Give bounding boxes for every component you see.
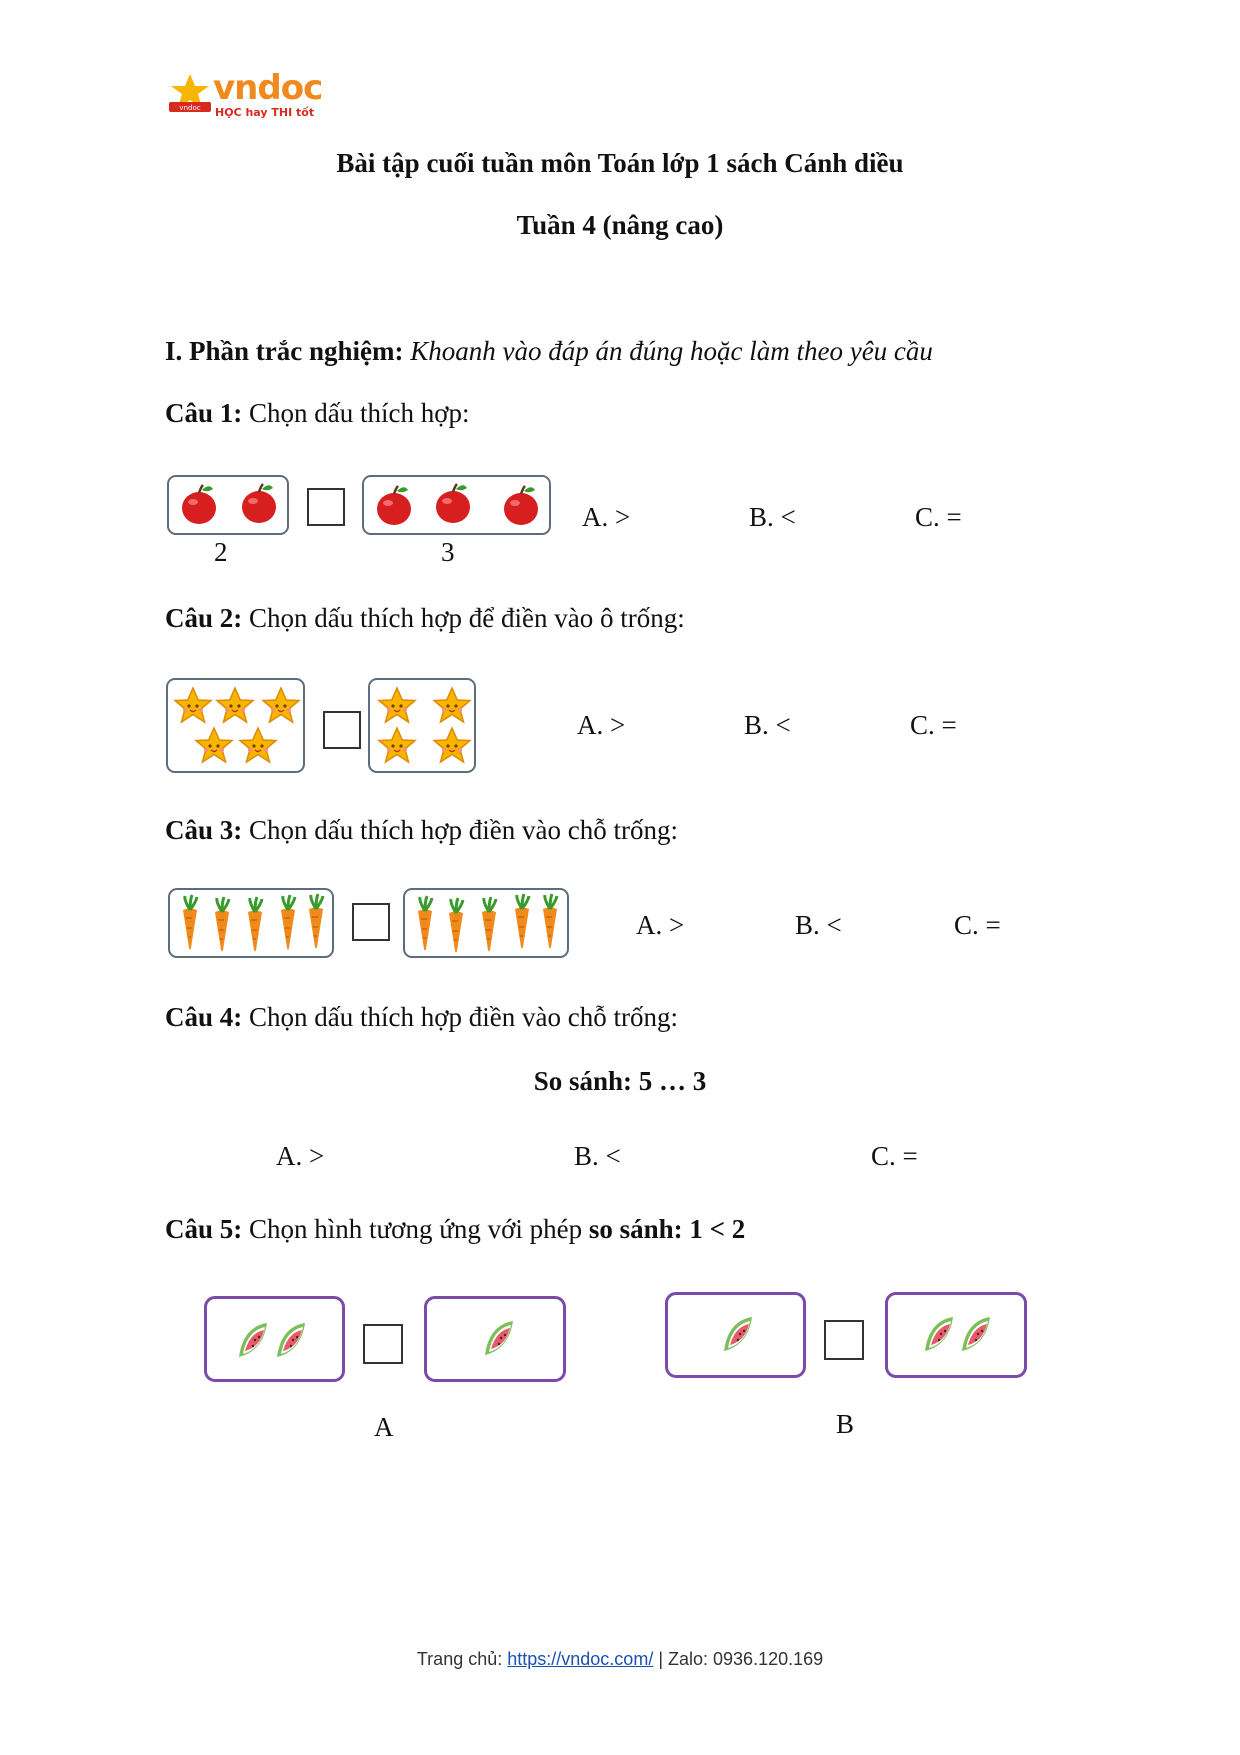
q3-option-b[interactable]: B. < xyxy=(795,910,842,940)
q4-compare-expression: So sánh: 5 … 3 xyxy=(533,1066,707,1096)
page-footer xyxy=(0,1649,1240,1670)
q5a-left-melon-box xyxy=(204,1296,345,1382)
star-icon xyxy=(434,688,470,722)
question-2 xyxy=(165,603,685,634)
question-3-text: Chọn dấu thích hợp điền vào chỗ trống: xyxy=(249,815,678,845)
q2-option-c[interactable]: C. = xyxy=(910,710,957,740)
q1-left-count: 2 xyxy=(214,537,228,567)
q5-choice-a[interactable]: A xyxy=(374,1412,394,1442)
q1-option-b[interactable]: B. < xyxy=(749,502,796,532)
carrot-icon xyxy=(248,897,262,952)
star-icon xyxy=(434,728,470,762)
apple-icon xyxy=(436,484,470,523)
q5a-answer-square[interactable] xyxy=(363,1324,403,1364)
section-label: I. Phần trắc nghiệm: xyxy=(165,336,404,366)
q3-left-carrot-box xyxy=(168,888,334,958)
carrot-group-5 xyxy=(405,890,567,956)
q1-right-apple-box xyxy=(362,475,551,535)
carrot-icon xyxy=(215,897,229,952)
carrot-icon xyxy=(482,897,496,952)
carrot-icon xyxy=(449,898,463,953)
question-3-label: Câu 3: xyxy=(165,815,243,845)
q4-option-b[interactable]: B. < xyxy=(574,1141,621,1171)
section-instruction: Khoanh vào đáp án đúng hoặc làm theo yêu cầu xyxy=(410,336,933,366)
question-4-label: Câu 4: xyxy=(165,1002,243,1032)
page-title: Bài tập cuối tuần môn Toán lớp 1 sách Cánh diều xyxy=(336,148,904,178)
q1-left-apple-box xyxy=(167,475,289,535)
q2-answer-square[interactable] xyxy=(323,711,361,749)
question-4 xyxy=(165,1002,678,1033)
q2-right-star-box xyxy=(368,678,476,773)
q4-option-c[interactable]: C. = xyxy=(871,1141,918,1171)
question-5 xyxy=(165,1214,745,1245)
q1-right-count: 3 xyxy=(441,537,455,567)
section-heading xyxy=(165,336,933,367)
carrot-icon xyxy=(183,895,197,950)
question-1 xyxy=(165,398,470,429)
question-2-label: Câu 2: xyxy=(165,603,243,633)
apple-icon xyxy=(504,486,538,525)
star-icon xyxy=(217,688,253,722)
carrot-icon xyxy=(309,894,323,949)
q5a-right-melon-box xyxy=(424,1296,566,1382)
q2-option-b[interactable]: B. < xyxy=(744,710,791,740)
page-subtitle: Tuần 4 (nâng cao) xyxy=(516,210,724,240)
footer-homepage-link[interactable]: https://vndoc.com/ xyxy=(507,1649,654,1669)
apple-icon xyxy=(182,485,216,524)
question-5-text: Chọn hình tương ứng với phép xyxy=(249,1214,583,1244)
q5b-answer-square[interactable] xyxy=(824,1320,864,1360)
star-icon xyxy=(175,688,211,722)
watermelon-icon xyxy=(724,1317,752,1351)
watermelon-icon xyxy=(277,1323,305,1357)
star-icon xyxy=(196,728,232,762)
question-3 xyxy=(165,815,678,846)
watermelon-icon xyxy=(485,1321,513,1355)
apple-group-3 xyxy=(364,477,549,533)
question-4-text: Chọn dấu thích hợp điền vào chỗ trống: xyxy=(249,1002,678,1032)
q1-answer-square[interactable] xyxy=(307,488,345,526)
watermelon-icon xyxy=(239,1323,267,1357)
melon-group-1 xyxy=(427,1299,563,1379)
q3-option-a[interactable]: A. > xyxy=(636,910,685,940)
carrot-group-5 xyxy=(170,890,332,956)
carrot-icon xyxy=(281,895,295,950)
logo-badge-text: vndoc xyxy=(179,104,201,112)
q3-answer-square[interactable] xyxy=(352,903,390,941)
apple-group-2 xyxy=(169,477,287,533)
footer-suffix: | Zalo: 0936.120.169 xyxy=(653,1649,824,1669)
vndoc-logo xyxy=(165,66,325,126)
q3-right-carrot-box xyxy=(403,888,569,958)
q4-option-a[interactable]: A. > xyxy=(276,1141,325,1171)
star-group-4 xyxy=(370,680,474,771)
star-group-5 xyxy=(168,680,303,771)
carrot-icon xyxy=(418,896,432,951)
apple-icon xyxy=(377,486,411,525)
carrot-icon xyxy=(515,894,529,949)
logo-emblem-icon xyxy=(165,70,215,120)
question-2-text: Chọn dấu thích hợp để điền vào ô trống: xyxy=(249,603,685,633)
q3-option-c[interactable]: C. = xyxy=(954,910,1001,940)
star-icon xyxy=(379,688,415,722)
question-1-label: Câu 1: xyxy=(165,398,243,428)
melon-group-2 xyxy=(888,1295,1024,1375)
q1-option-a[interactable]: A. > xyxy=(582,502,631,532)
q2-left-star-box xyxy=(166,678,305,773)
melon-group-2 xyxy=(207,1299,342,1379)
melon-group-1 xyxy=(668,1295,803,1375)
q5-choice-b[interactable]: B xyxy=(836,1409,855,1439)
question-5-label: Câu 5: xyxy=(165,1214,243,1244)
question-1-text: Chọn dấu thích hợp: xyxy=(249,398,470,428)
watermelon-icon xyxy=(962,1317,990,1351)
logo-wordmark: vndoc xyxy=(213,68,323,108)
apple-icon xyxy=(242,484,276,523)
star-icon xyxy=(240,728,276,762)
star-icon xyxy=(263,688,299,722)
footer-prefix: Trang chủ: xyxy=(416,1649,508,1669)
q1-option-c[interactable]: C. = xyxy=(915,502,962,532)
q5b-right-melon-box xyxy=(885,1292,1027,1378)
watermelon-icon xyxy=(925,1317,953,1351)
logo-tagline: HỌC hay THI tốt xyxy=(215,106,315,119)
q5b-left-melon-box xyxy=(665,1292,806,1378)
star-icon xyxy=(379,728,415,762)
question-5-text-bold: so sánh: 1 < 2 xyxy=(588,1214,746,1244)
carrot-icon xyxy=(543,894,557,949)
q2-option-a[interactable]: A. > xyxy=(577,710,626,740)
